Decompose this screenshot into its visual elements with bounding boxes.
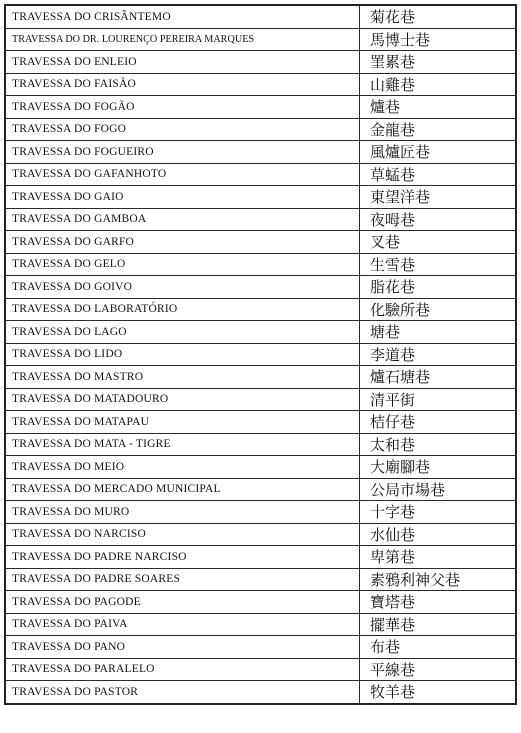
chinese-street-name: 爐巷 — [360, 96, 517, 119]
table-row — [5, 523, 516, 546]
portuguese-street-name: TRAVESSA DO LIDO — [5, 343, 360, 366]
portuguese-street-name: TRAVESSA DO PARALELO — [5, 658, 360, 681]
table-row — [5, 298, 516, 321]
chinese-street-name: 平線巷 — [360, 658, 517, 681]
portuguese-street-name: TRAVESSA DO MATAPAU — [5, 411, 360, 434]
table-row — [5, 28, 516, 51]
chinese-street-name: 清平街 — [360, 388, 517, 411]
table-row — [5, 343, 516, 366]
portuguese-street-name: TRAVESSA DO MASTRO — [5, 366, 360, 389]
table-row — [5, 411, 516, 434]
table-row — [5, 231, 516, 254]
table-row — [5, 73, 516, 96]
chinese-street-name: 東望洋巷 — [360, 186, 517, 209]
portuguese-street-name: TRAVESSA DO GAFANHOTO — [5, 163, 360, 186]
chinese-street-name: 菊花巷 — [360, 5, 517, 28]
chinese-street-name: 生雪巷 — [360, 253, 517, 276]
portuguese-street-name: TRAVESSA DO PASTOR — [5, 681, 360, 704]
table-row — [5, 96, 516, 119]
table-row — [5, 141, 516, 164]
chinese-street-name: 山雞巷 — [360, 73, 517, 96]
table-row — [5, 276, 516, 299]
table-row — [5, 321, 516, 344]
portuguese-street-name: TRAVESSA DO FOGÃO — [5, 96, 360, 119]
table-row — [5, 118, 516, 141]
chinese-street-name: 太和巷 — [360, 433, 517, 456]
table-row — [5, 546, 516, 569]
table-row — [5, 208, 516, 231]
chinese-street-name: 爐石塘巷 — [360, 366, 517, 389]
chinese-street-name: 卑第巷 — [360, 546, 517, 569]
portuguese-street-name: TRAVESSA DO CRISÂNTEMO — [5, 5, 360, 28]
portuguese-street-name: TRAVESSA DO ENLEIO — [5, 51, 360, 74]
portuguese-street-name: TRAVESSA DO PAIVA — [5, 613, 360, 636]
street-name-rows — [5, 5, 516, 704]
portuguese-street-name: TRAVESSA DO MERCADO MUNICIPAL — [5, 478, 360, 501]
chinese-street-name: 化驗所巷 — [360, 298, 517, 321]
table-row — [5, 456, 516, 479]
portuguese-street-name: TRAVESSA DO GARFO — [5, 231, 360, 254]
portuguese-street-name: TRAVESSA DO MATA - TIGRE — [5, 433, 360, 456]
chinese-street-name: 十字巷 — [360, 501, 517, 524]
portuguese-street-name: TRAVESSA DO GOIVO — [5, 276, 360, 299]
chinese-street-name: 罣累巷 — [360, 51, 517, 74]
portuguese-street-name: TRAVESSA DO PANO — [5, 636, 360, 659]
chinese-street-name: 金龍巷 — [360, 118, 517, 141]
chinese-street-name: 李道巷 — [360, 343, 517, 366]
street-name-table — [4, 4, 517, 705]
portuguese-street-name: TRAVESSA DO FOGUEIRO — [5, 141, 360, 164]
chinese-street-name: 牧羊巷 — [360, 681, 517, 704]
chinese-street-name: 叉巷 — [360, 231, 517, 254]
table-row — [5, 591, 516, 614]
chinese-street-name: 桔仔巷 — [360, 411, 517, 434]
table-row — [5, 681, 516, 704]
portuguese-street-name: TRAVESSA DO PADRE NARCISO — [5, 546, 360, 569]
chinese-street-name: 草蜢巷 — [360, 163, 517, 186]
table-row — [5, 163, 516, 186]
portuguese-street-name: TRAVESSA DO FAISÃO — [5, 73, 360, 96]
table-row — [5, 388, 516, 411]
chinese-street-name: 公局市場巷 — [360, 478, 517, 501]
table-row — [5, 613, 516, 636]
portuguese-street-name: TRAVESSA DO DR. LOURENÇO PEREIRA MARQUES — [5, 28, 360, 51]
table-row — [5, 501, 516, 524]
chinese-street-name: 塘巷 — [360, 321, 517, 344]
portuguese-street-name: TRAVESSA DO FOGO — [5, 118, 360, 141]
chinese-street-name: 夜呣巷 — [360, 208, 517, 231]
portuguese-street-name: TRAVESSA DO GELO — [5, 253, 360, 276]
table-row — [5, 253, 516, 276]
chinese-street-name: 馬博士巷 — [360, 28, 517, 51]
portuguese-street-name: TRAVESSA DO LAGO — [5, 321, 360, 344]
table-row — [5, 568, 516, 591]
portuguese-street-name: TRAVESSA DO MEIO — [5, 456, 360, 479]
table-row — [5, 51, 516, 74]
table-row — [5, 433, 516, 456]
chinese-street-name: 布巷 — [360, 636, 517, 659]
portuguese-street-name: TRAVESSA DO MATADOURO — [5, 388, 360, 411]
table-row — [5, 478, 516, 501]
chinese-street-name: 水仙巷 — [360, 523, 517, 546]
table-row — [5, 186, 516, 209]
portuguese-street-name: TRAVESSA DO MURO — [5, 501, 360, 524]
portuguese-street-name: TRAVESSA DO NARCISO — [5, 523, 360, 546]
chinese-street-name: 風爐匠巷 — [360, 141, 517, 164]
chinese-street-name: 素鴉利神父巷 — [360, 568, 517, 591]
chinese-street-name: 脂花巷 — [360, 276, 517, 299]
table-row — [5, 636, 516, 659]
chinese-street-name: 擺華巷 — [360, 613, 517, 636]
chinese-street-name: 寶塔巷 — [360, 591, 517, 614]
portuguese-street-name: TRAVESSA DO GAMBOA — [5, 208, 360, 231]
table-row — [5, 658, 516, 681]
table-row — [5, 366, 516, 389]
portuguese-street-name: TRAVESSA DO PADRE SOARES — [5, 568, 360, 591]
table-row — [5, 5, 516, 28]
chinese-street-name: 大廟腳巷 — [360, 456, 517, 479]
portuguese-street-name: TRAVESSA DO PAGODE — [5, 591, 360, 614]
portuguese-street-name: TRAVESSA DO LABORATÓRIO — [5, 298, 360, 321]
portuguese-street-name: TRAVESSA DO GAIO — [5, 186, 360, 209]
